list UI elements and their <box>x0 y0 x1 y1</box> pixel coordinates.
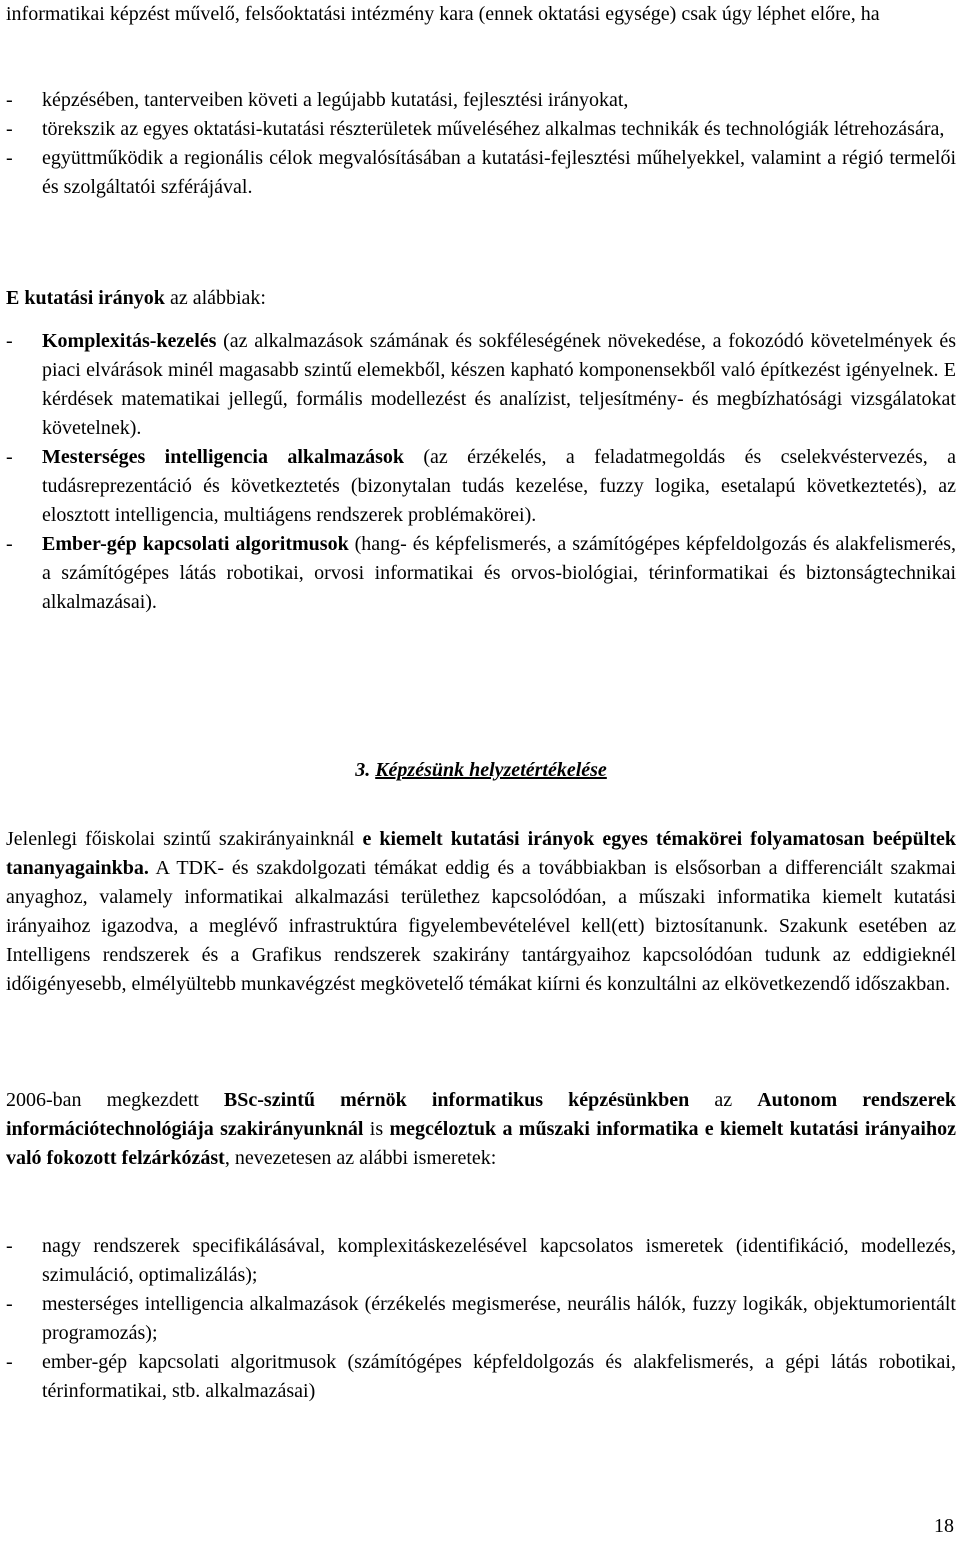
list-item-text: (az érzékelés, a feladatmegoldás és cselekvéstervezés, a tudásreprezentáció és következtetés (bizonytalan tudás kezelése, fuzzy logika, esetalapú következtetés), az elosztott intelligencia, multiágens rendszerek problémakörei). <box>42 446 956 526</box>
section-title: Képzésünk helyzetértékelése <box>375 759 607 781</box>
list-item-text: törekszik az egyes oktatási-kutatási részterületek műveléséhez alkalmas technikák és technológiák létrehozására, <box>42 118 945 140</box>
paragraph-text: az <box>689 1089 758 1111</box>
list-item <box>6 86 956 115</box>
list-item-text: (az alkalmazások számának és sokféleségének növekedése, a fokozódó követelmények és piaci elvárások minél magasabb szintű elemekből, készen kapható komponensekből való építkezést igényelnek. E kérdések matematikai jellegű, formális modellezést és analízist, teljesítmény- és megbízhatósági vizsgálatokat követelnek). <box>42 330 956 439</box>
bsc-paragraph <box>6 1086 956 1173</box>
directions-rest: az alábbiak: <box>164 287 266 309</box>
list-item <box>6 327 956 443</box>
list-item <box>6 1348 956 1406</box>
directions-bold: E kutatási irányok <box>6 287 165 309</box>
paragraph-bold: BSc-szintű mérnök informatikus képzésünkben <box>223 1089 690 1111</box>
list-dash: - <box>6 118 13 140</box>
list-item-bold: Komplexitás-kezelés <box>42 330 217 352</box>
paragraph-bold: megcéloztuk a műszaki informatika e kiemelt kutatási irányaihoz való fokozott felzárkózást <box>6 1118 956 1169</box>
section-heading <box>6 756 956 785</box>
list-item <box>6 1290 956 1348</box>
list-item-bold: Mesterséges intelligencia alkalmazások <box>42 446 405 468</box>
knowledge-list <box>6 1232 956 1406</box>
paragraph-start: Jelenlegi főiskolai szintű szakirányainknál <box>6 828 363 850</box>
list-dash: - <box>6 1235 13 1257</box>
list-item-text: együttműködik a regionális célok megvalósításában a kutatási-fejlesztési műhelyekkel, valamint a régió termelői és szolgáltatói szférájával. <box>42 147 956 198</box>
paragraph-text: is <box>363 1118 390 1140</box>
directions-intro <box>6 284 956 313</box>
list-dash: - <box>6 1351 13 1373</box>
list-item-bold: Ember-gép kapcsolati algoritmusok <box>42 533 349 555</box>
list-item-text: mesterséges intelligencia alkalmazások (érzékelés megismerése, neurális hálók, fuzzy logikák, objektumorientált programozás); <box>42 1293 956 1344</box>
paragraph-bold: e kiemelt kutatási irányok egyes témakörei folyamatosan beépültek tananyagainkba. <box>6 828 956 879</box>
page-number: 18 <box>934 1515 954 1537</box>
paragraph-text: 2006-ban megkezdett <box>6 1089 224 1111</box>
list-dash: - <box>6 330 13 352</box>
section-number: 3. <box>355 759 376 781</box>
list-dash: - <box>6 147 13 169</box>
list-item <box>6 144 956 202</box>
list-dash: - <box>6 446 13 468</box>
list-item-text: nagy rendszerek specifikálásával, komplexitáskezelésével kapcsolatos ismeretek (identifikáció, modellezés, szimuláció, optimalizálás); <box>42 1235 956 1286</box>
paragraph-text: , nevezetesen az alábbi ismeretek: <box>224 1147 497 1169</box>
list-item <box>6 115 956 144</box>
list-item-text: képzésében, tanterveiben követi a legújabb kutatási, fejlesztési irányokat, <box>42 89 629 111</box>
intro-paragraph: informatikai képzést művelő, felsőoktatási intézmény kara (ennek oktatási egysége) csak úgy léphet előre, ha <box>6 3 880 25</box>
list-dash: - <box>6 533 13 555</box>
directions-list <box>6 327 956 617</box>
list-item <box>6 1232 956 1290</box>
list-item-text: (hang- és képfelismerés, a számítógépes képfeldolgozás és alakfelismerés, a számítógépes látás robotikai, orvosi informatikai és orvos-biológiai, térinformatikai és biztonságtechnikai alkalmazásai). <box>42 533 956 613</box>
assessment-paragraph <box>6 825 956 999</box>
list-dash: - <box>6 1293 13 1315</box>
paragraph-bold: Autonom rendszerek információtechnológiája szakirányunknál <box>6 1089 956 1140</box>
list-item <box>6 443 956 530</box>
list-item-text: ember-gép kapcsolati algoritmusok (számítógépes képfeldolgozás és alakfelismerés, a gépi látás robotikai, térinformatikai, stb. alkalmazásai) <box>42 1351 956 1402</box>
paragraph-rest: A TDK- és szakdolgozati témákat eddig és a továbbiakban is elsősorban a differenciált szakmai anyaghoz, valamely informatikai alkalmazási területhez kapcsolódóan, a műszaki informatika kiemelt kutatási irányaihoz igazodva, a meglévő infrastruktúra figyelembevételével kell(ett) biztosítanunk. Szakunk esetében az Intelligens rendszerek és a Grafikus rendszerek szakirány tantárgyaihoz kapcsolódóan tudunk az eddigieknél időigényesebb, elmélyültebb munkavégzést megkövetelő témákat kiírni és konzultálni az elkövetkezendő időszakban. <box>6 857 956 995</box>
list-item <box>6 530 956 617</box>
requirements-list <box>6 86 956 202</box>
list-dash: - <box>6 89 13 111</box>
